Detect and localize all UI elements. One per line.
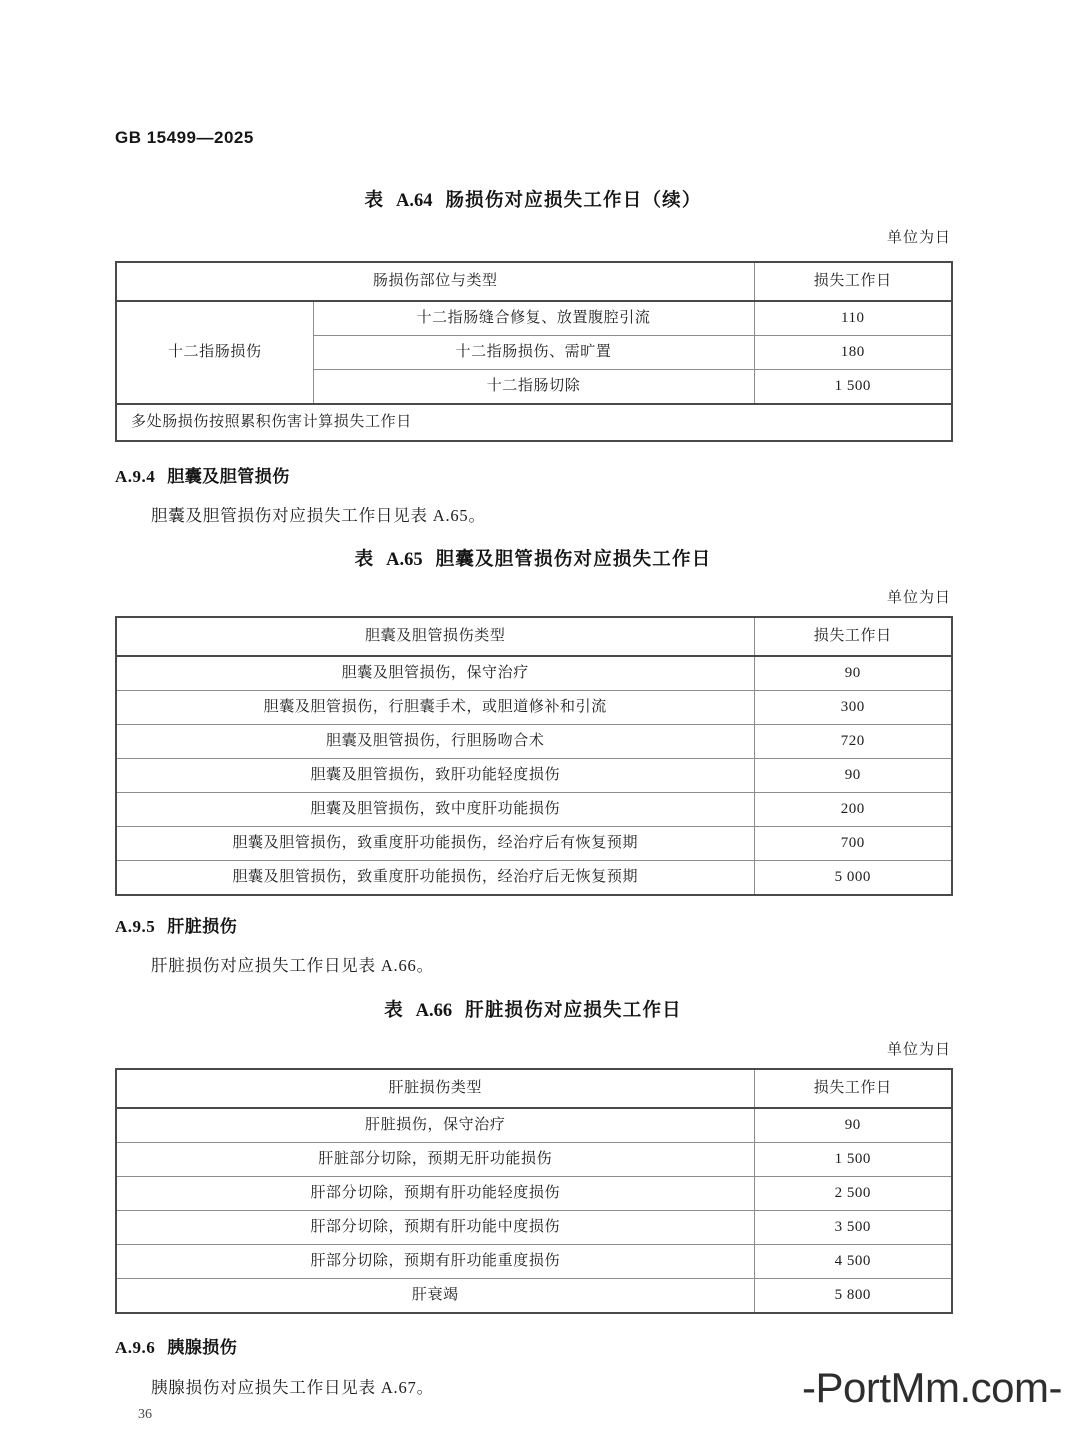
table-a66-grid	[115, 1068, 953, 1314]
table-a66-row-days: 4 500	[754, 1245, 952, 1279]
table-row	[116, 827, 952, 861]
table-a66-row-type: 肝部分切除，预期有肝功能轻度损伤	[116, 1177, 754, 1211]
clause-a95-title: 肝脏损伤	[167, 917, 238, 936]
table-a65-row-days: 300	[754, 691, 952, 725]
table-a66-caption-number: A.66	[415, 1001, 453, 1021]
clause-a95-paragraph-text: 肝脏损伤对应损失工作日见表 A.66。	[151, 956, 434, 975]
clause-a96-number: A.9.6	[115, 1338, 156, 1357]
table-a66-header-type: 肝脏损伤类型	[116, 1069, 754, 1108]
table-a65	[115, 616, 951, 896]
table-a64-header-days: 损失工作日	[754, 262, 952, 301]
table-a66-row-days: 90	[754, 1108, 952, 1143]
table-a65-grid	[115, 616, 953, 896]
table-a66-row-type: 肝脏损伤，保守治疗	[116, 1108, 754, 1143]
table-a65-row-type: 胆囊及胆管损伤，行胆肠吻合术	[116, 725, 754, 759]
table-a66-caption	[115, 996, 951, 1022]
table-row	[116, 1245, 952, 1279]
table-a65-caption	[115, 545, 951, 571]
table-a65-row-type: 胆囊及胆管损伤，行胆囊手术，或胆道修补和引流	[116, 691, 754, 725]
table-a65-row-days: 90	[754, 656, 952, 691]
clause-a94-heading	[115, 462, 951, 487]
table-a66	[115, 1068, 951, 1314]
table-row	[116, 691, 952, 725]
clause-a95-number: A.9.5	[115, 917, 156, 936]
table-a65-header-days: 损失工作日	[754, 617, 952, 656]
table-a66-row-type: 肝部分切除，预期有肝功能中度损伤	[116, 1211, 754, 1245]
table-a64-caption-label: 表	[364, 191, 383, 211]
table-a66-row-days: 2 500	[754, 1177, 952, 1211]
table-a64-header-type: 肠损伤部位与类型	[116, 262, 754, 301]
table-a64-category: 十二指肠损伤	[116, 301, 313, 404]
page-number: 36	[138, 1407, 152, 1422]
table-a65-caption-label: 表	[354, 550, 374, 570]
clause-a94-number: A.9.4	[115, 467, 156, 486]
clause-a96-heading	[115, 1333, 951, 1358]
table-a66-row-type: 肝衰竭	[116, 1279, 754, 1314]
table-row	[116, 656, 952, 691]
table-row	[116, 404, 952, 441]
table-a64-row-type: 十二指肠缝合修复、放置腹腔引流	[313, 301, 754, 336]
table-a66-row-days: 1 500	[754, 1143, 952, 1177]
clause-a96-title: 胰腺损伤	[167, 1338, 238, 1357]
table-a64-note: 多处肠损伤按照累积伤害计算损失工作日	[116, 404, 952, 441]
table-a65-unit-label: 单位为日	[886, 590, 951, 606]
table-row	[116, 759, 952, 793]
table-a65-caption-title: 胆囊及胆管损伤对应损失工作日	[435, 548, 712, 569]
table-a64-row-days: 1 500	[754, 370, 952, 405]
table-a65-row-type: 胆囊及胆管损伤，致重度肝功能损伤，经治疗后有恢复预期	[116, 827, 754, 861]
table-a65-row-days: 700	[754, 827, 952, 861]
table-row	[116, 725, 952, 759]
table-a65-row-days: 720	[754, 725, 952, 759]
table-a65-unit	[115, 586, 951, 607]
table-row	[116, 617, 952, 656]
clause-a94-paragraph	[115, 502, 951, 526]
table-row	[116, 1069, 952, 1108]
table-a65-header-type: 胆囊及胆管损伤类型	[116, 617, 754, 656]
table-a66-caption-label: 表	[384, 1001, 403, 1021]
watermark: -PortMm.com-	[802, 1364, 1062, 1411]
standard-header: GB 15499—2025	[115, 128, 254, 147]
table-a64-row-type: 十二指肠切除	[313, 370, 754, 405]
table-a66-row-type: 肝脏部分切除，预期无肝功能损伤	[116, 1143, 754, 1177]
table-a64-row-days: 180	[754, 336, 952, 370]
clause-a96-paragraph-text: 胰腺损伤对应损失工作日见表 A.67。	[151, 1378, 434, 1397]
table-a64	[115, 261, 951, 442]
table-a64-unit	[115, 226, 951, 247]
table-row	[116, 301, 952, 336]
table-a64-caption-number: A.64	[395, 191, 433, 211]
table-row	[116, 861, 952, 896]
table-a66-caption-title: 肝脏损伤对应损失工作日	[465, 999, 682, 1020]
table-row	[116, 1177, 952, 1211]
table-row	[116, 1279, 952, 1314]
table-a66-header-days: 损失工作日	[754, 1069, 952, 1108]
clause-a95-paragraph	[115, 952, 951, 976]
table-row	[116, 793, 952, 827]
table-a66-row-type: 肝部分切除，预期有肝功能重度损伤	[116, 1245, 754, 1279]
table-a64-row-days: 110	[754, 301, 952, 336]
table-a64-row-type: 十二指肠损伤、需旷置	[313, 336, 754, 370]
table-a64-caption-title: 肠损伤对应损失工作日（续）	[445, 189, 702, 210]
table-a65-row-days: 5 000	[754, 861, 952, 896]
table-a65-row-type: 胆囊及胆管损伤，保守治疗	[116, 656, 754, 691]
table-a64-unit-label: 单位为日	[886, 230, 951, 246]
clause-a94-title: 胆囊及胆管损伤	[167, 467, 290, 486]
clause-a94-paragraph-text: 胆囊及胆管损伤对应损失工作日见表 A.65。	[151, 506, 486, 525]
clause-a95-heading	[115, 912, 951, 937]
table-row	[116, 262, 952, 301]
table-a65-row-type: 胆囊及胆管损伤，致重度肝功能损伤，经治疗后无恢复预期	[116, 861, 754, 896]
table-a65-row-days: 90	[754, 759, 952, 793]
table-row	[116, 1143, 952, 1177]
table-a64-caption	[115, 186, 951, 212]
table-a64-grid	[115, 261, 953, 442]
table-a66-row-days: 5 800	[754, 1279, 952, 1314]
table-row	[116, 1108, 952, 1143]
table-a66-unit	[115, 1038, 951, 1059]
table-a66-unit-label: 单位为日	[886, 1042, 951, 1058]
table-a65-row-type: 胆囊及胆管损伤，致中度肝功能损伤	[116, 793, 754, 827]
table-a65-caption-number: A.65	[386, 550, 423, 570]
table-a65-row-days: 200	[754, 793, 952, 827]
table-a65-row-type: 胆囊及胆管损伤，致肝功能轻度损伤	[116, 759, 754, 793]
table-a66-row-days: 3 500	[754, 1211, 952, 1245]
table-row	[116, 1211, 952, 1245]
